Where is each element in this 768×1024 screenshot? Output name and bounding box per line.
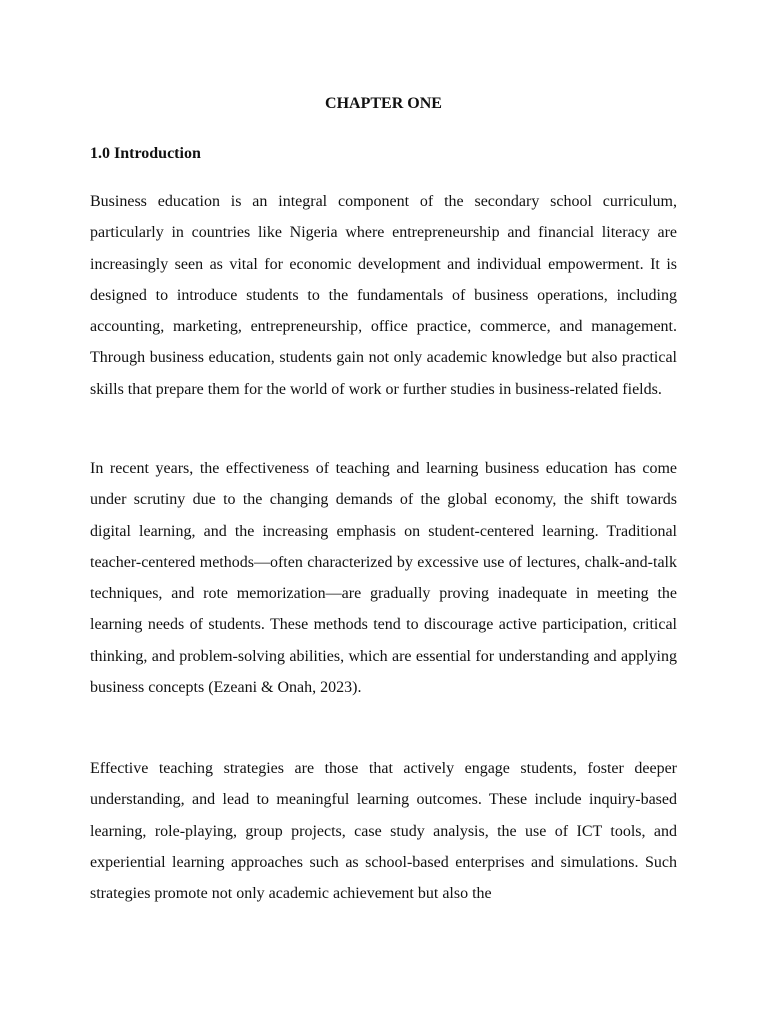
body-paragraph: In recent years, the effectiveness of teaching and learning business education has come under scrutiny due to the changing demands of the global economy, the shift towards digital learning, and the increasing emphasis on student-centered learning. Traditional teacher-centered methods—often characterized by excessive use of lectures, chalk-and-talk techniques, and rote memorization—are gradually proving inadequate in meeting the learning needs of students. These methods tend to discourage active participation, critical thinking, and problem-solving abilities, which are essential for understanding and applying business concepts (Ezeani & Onah, 2023). [90, 460, 677, 697]
section-heading: 1.0 Introduction [90, 145, 201, 162]
chapter-title: CHAPTER ONE [325, 95, 442, 112]
body-paragraph: Business education is an integral component of the secondary school curriculum, particularly in countries like Nigeria where entrepreneurship and financial literacy are increasingly seen as vital for economic development and individual empowerment. It is designed to introduce students to the fundamentals of business operations, including accounting, marketing, entrepreneurship, office practice, commerce, and management. Through business education, students gain not only academic knowledge but also practical skills that prepare them for the world of work or further studies in business-related fields. [90, 193, 677, 398]
body-paragraph: Effective teaching strategies are those that actively engage students, foster deeper understanding, and lead to meaningful learning outcomes. These include inquiry-based learning, role-playing, group projects, case study analysis, the use of ICT tools, and experiential learning approaches such as school-based enterprises and simulations. Such strategies promote not only academic achievement but also the [90, 760, 677, 903]
